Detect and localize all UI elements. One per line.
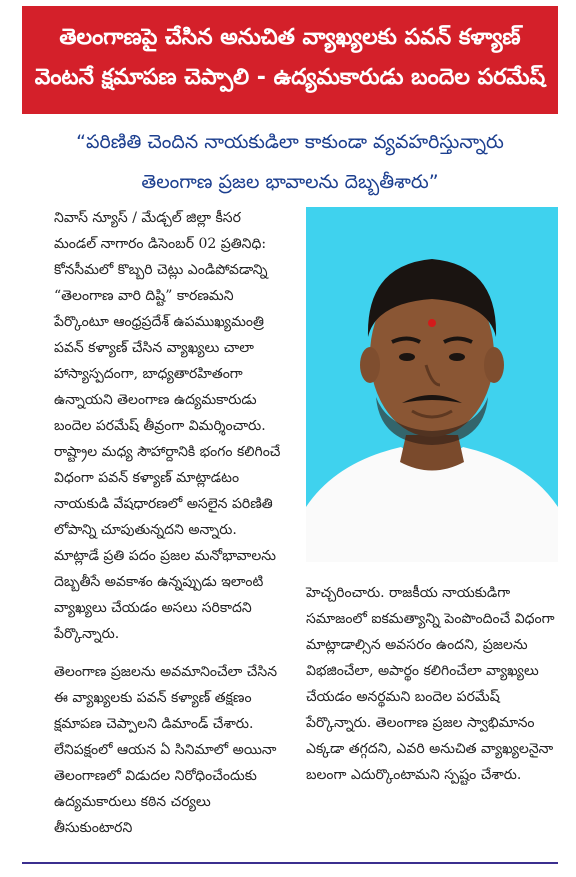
article-paragraph: నివాస్ న్యూస్ / మేడ్చల్ జిల్లా కీసర మండల్ నాగారం డిసెంబర్ 02 ప్రతినిధి: కోనసీమలో కొబ్బరి చెట్లు ఎండిపోవడాన్ని “తెలంగాణ వారి దిష్టి” కారణమని పేర్కొంటూ ఆంధ్రప్రదేశ్ ఉపముఖ్యమంత్రి పవన్ కళ్యాణ్ చేసిన వ్యాఖ్యలు చాలా హాస్యాస్పదంగా, బాధ్యతారహితంగా ఉన్నాయని తెలంగాణ ఉద్యమకారుడు బందెల పరమేష్ తీవ్రంగా విమర్శించారు. రాష్ట్రాల మధ్య సౌహార్దానికి భంగం కలిగించే విధంగా పవన్ కళ్యాణ్ మాట్లాడటం నాయకుడి వేషధారణలో అసలైన పరిణితి లోపాన్ని చూపుతున్నదని అన్నారు. మాట్లాడే ప్రతి పదం ప్రజల మనోభావాలను దెబ్బతీసే అవకాశం ఉన్నప్పుడు ఇలాంటి వ్యాఖ్యలు చేయడం అసలు సరికాదని పేర్కొన్నారు.	[54, 210, 281, 642]
portrait-illustration	[306, 207, 558, 562]
headline-line-2: వెంటనే క్షమాపణ చెప్పాలి - ఉద్యమకారుడు బందెల పరమేష్	[34, 65, 546, 90]
article-paragraph: తెలంగాణ ప్రజలను అవమానించేలా చేసిన ఈ వ్యాఖ్యలకు పవన్ కళ్యాణ్ తక్షణం క్షమాపణ చెప్పాలని డిమాండ్ చేశారు. లేనిపక్షంలో ఆయన ఏ సినిమాలో అయినా తెలంగాణలో విడుదల నిరోధించేందుకు ఉద్యమకారులు కఠిన చర్యలు తీసుకుంటారని	[54, 664, 278, 836]
article-left-column	[54, 205, 286, 853]
headline-banner	[22, 6, 558, 114]
pull-quote	[22, 122, 558, 202]
bottom-divider	[22, 862, 558, 864]
headline-line-1: తెలంగాణపై చేసిన అనుచిత వ్యాఖ్యలకు పవన్ కళ్యాణ్	[59, 25, 521, 50]
article-paragraph: హెచ్చరించారు. రాజకీయ నాయకుడిగా సమాజంలో ఐకమత్యాన్ని పెంపొందించే విధంగా మాట్లాడాల్సిన అవసరం ఉందని, ప్రజలను విభజించేలా, అపార్థం కలిగించేలా వ్యాఖ్యలు చేయడం అనర్థమని బందెల పరమేష్ పేర్కొన్నారు. తెలంగాణ ప్రజల స్వాభిమానం ఎక్కడా తగ్గదని, ఎవరి అనుచిత వ్యాఖ్యలనైనా బలంగా ఎదుర్కొంటామని స్పష్టం చేశారు.	[306, 585, 555, 783]
portrait-photo	[306, 207, 558, 562]
quote-line-2: తెలంగాణ ప్రజల భావాలను దెబ్బతీశారు”	[141, 171, 439, 193]
article-right-column	[306, 580, 564, 788]
quote-line-1: “పరిణితి చెందిన నాయకుడిలా కాకుండా వ్యవహరిస్తున్నారు	[76, 131, 504, 153]
